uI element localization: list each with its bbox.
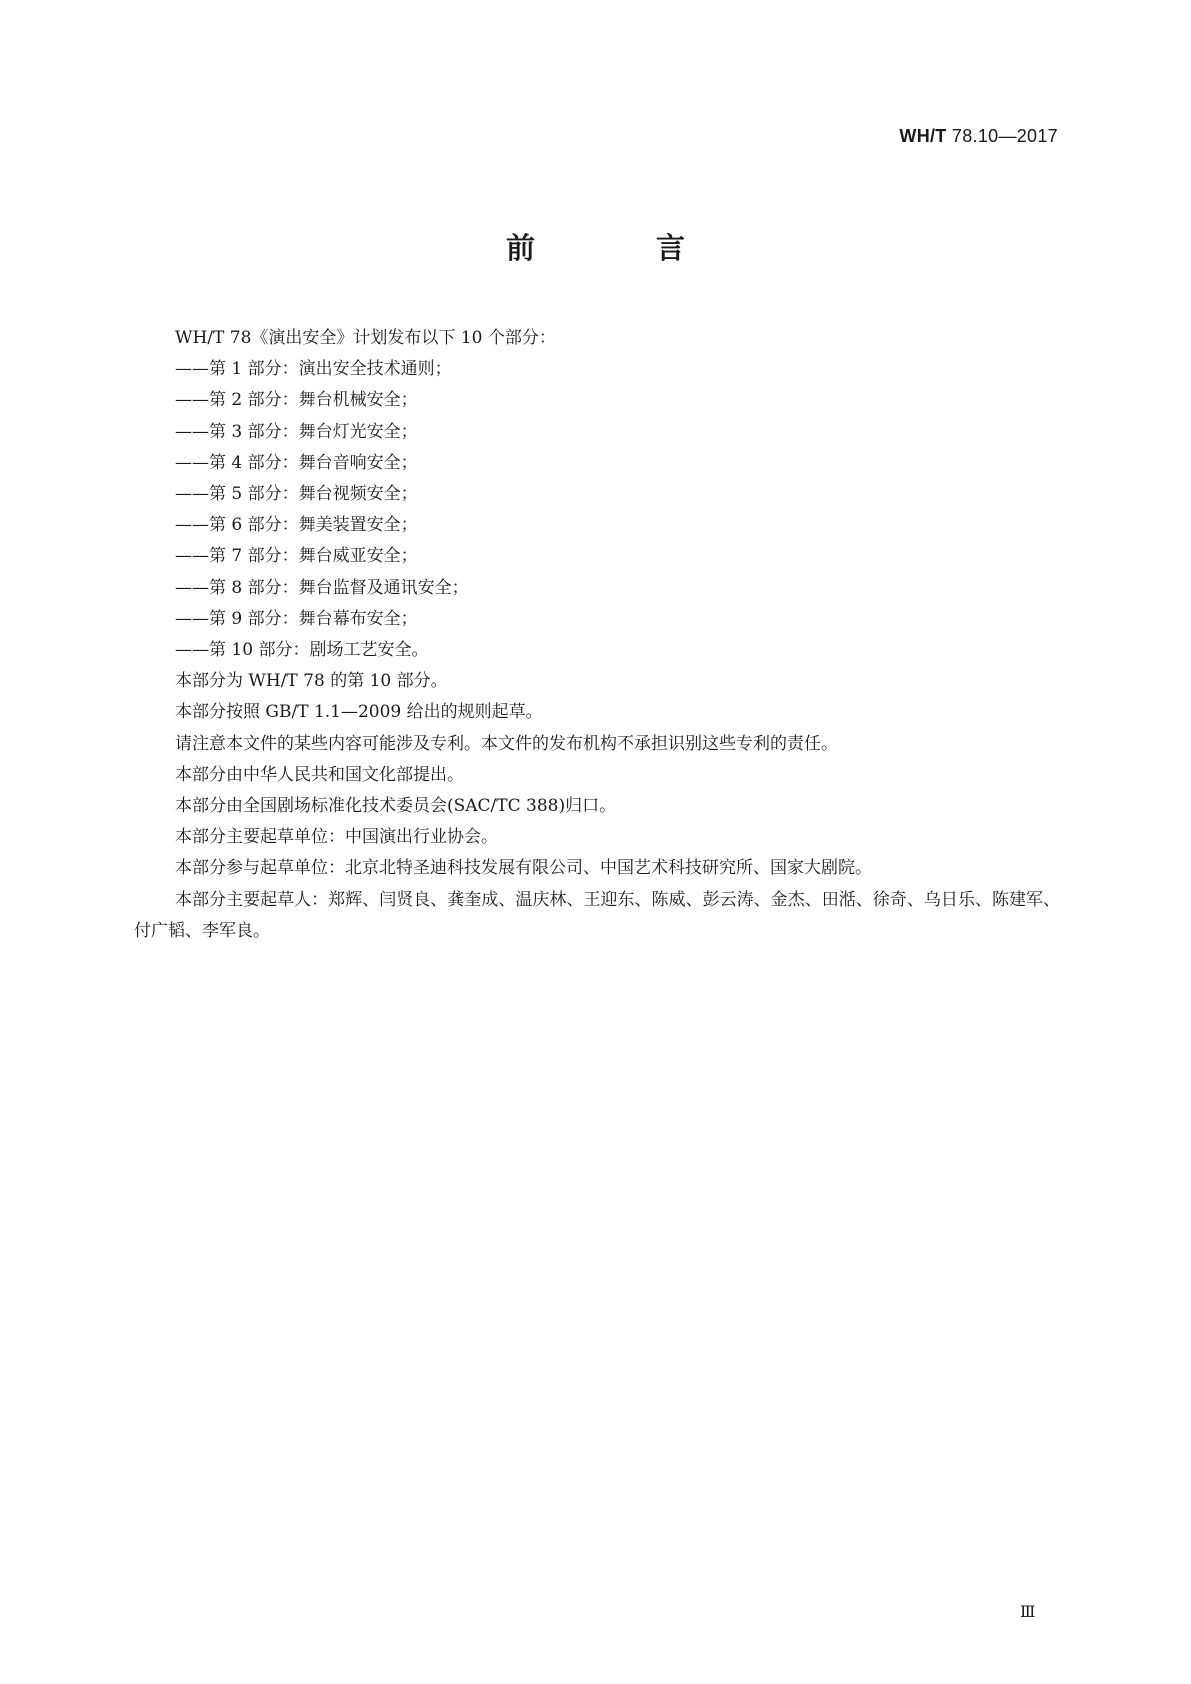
body-paragraph: 本部分主要起草单位：中国演出行业协会。 [175, 827, 498, 848]
part-list-item: ——第 5 部分：舞台视频安全； [175, 484, 418, 505]
patent-notice-paragraph: 请注意本文件的某些内容可能涉及专利。本文件的发布机构不承担识别这些专利的责任。 [175, 733, 838, 754]
part-list-item: ——第 8 部分：舞台监督及通讯安全； [175, 577, 469, 598]
part-list-item: ——第 1 部分：演出安全技术通则； [175, 359, 452, 380]
part-list-item: ——第 10 部分：剧场工艺安全。 [175, 640, 429, 661]
page-title: 前 言 [505, 231, 731, 265]
body-paragraph: 本部分参与起草单位：北京北特圣迪科技发展有限公司、中国艺术科技研究所、国家大剧院。 [175, 858, 872, 879]
standard-code-prefix: WH/T [899, 126, 947, 146]
part-list-item: ——第 6 部分：舞美装置安全； [175, 515, 418, 536]
intro-paragraph: WH/T 78《演出安全》计划发布以下 10 个部分： [175, 328, 556, 348]
foreword-body [134, 323, 1060, 947]
part-list-item: ——第 9 部分：舞台幕布安全； [175, 608, 418, 629]
part-list-item: ——第 2 部分：舞台机械安全； [175, 390, 418, 411]
body-paragraph: 本部分由全国剧场标准化技术委员会(SAC/TC 388)归口。 [175, 796, 617, 817]
page-number: Ⅲ [1020, 1604, 1036, 1621]
part-list-item: ——第 3 部分：舞台灯光安全； [175, 421, 418, 442]
part-list-item: ——第 4 部分：舞台音响安全； [175, 452, 418, 473]
standard-code [899, 126, 1058, 147]
body-paragraph: 本部分按照 GB/T 1.1—2009 给出的规则起草。 [175, 702, 543, 723]
body-paragraph: 本部分由中华人民共和国文化部提出。 [175, 764, 464, 785]
standard-code-number: 78.10—2017 [951, 126, 1058, 146]
body-paragraph: 本部分为 WH/T 78 的第 10 部分。 [175, 671, 448, 692]
drafters-paragraph: 本部分主要起草人：郑辉、闫贤良、龚奎成、温庆林、王迎东、陈威、彭云涛、金杰、田湉、徐奇、乌日乐、陈建军、付广韬、李军良。 [134, 889, 1060, 941]
part-list-item: ——第 7 部分：舞台威亚安全； [175, 546, 418, 567]
